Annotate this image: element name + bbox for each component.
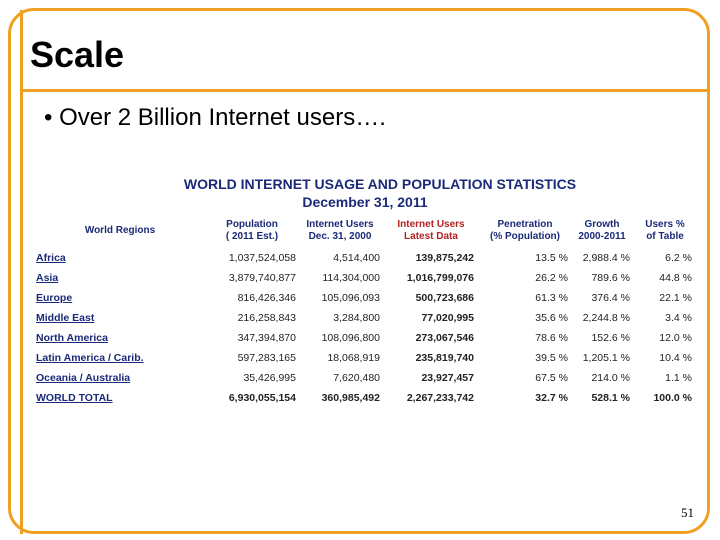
users-latest-cell: 23,927,457 bbox=[421, 372, 474, 384]
users-2000-cell: 108,096,800 bbox=[321, 332, 380, 344]
users-latest-cell: 500,723,686 bbox=[415, 292, 474, 304]
region-link[interactable]: Middle East bbox=[36, 312, 95, 324]
table-subtitle: December 31, 2011 bbox=[302, 194, 428, 210]
header-population-line2: ( 2011 Est.) bbox=[225, 231, 279, 242]
users-2000-cell: 114,304,000 bbox=[322, 272, 380, 284]
penetration-cell: 61.3 % bbox=[535, 292, 568, 304]
slide-title: Scale bbox=[30, 34, 125, 75]
penetration-cell: 39.5 % bbox=[535, 352, 568, 364]
penetration-cell: 35.6 % bbox=[535, 312, 568, 324]
growth-cell: 2,988.4 % bbox=[582, 252, 630, 264]
header-world-regions: World Regions bbox=[84, 225, 156, 236]
penetration-cell: 32.7 % bbox=[535, 392, 568, 404]
table-row bbox=[30, 372, 700, 392]
population-cell: 1,037,524,058 bbox=[228, 252, 296, 264]
users-latest-cell: 77,020,995 bbox=[421, 312, 474, 324]
region-link[interactable]: Oceania / Australia bbox=[36, 372, 131, 384]
growth-cell: 214.0 % bbox=[591, 372, 630, 384]
users-pct-cell: 10.4 % bbox=[659, 352, 692, 364]
growth-cell: 789.6 % bbox=[591, 272, 630, 284]
users-pct-cell: 3.4 % bbox=[665, 312, 692, 324]
users-2000-cell: 360,985,492 bbox=[321, 392, 380, 404]
users-2000-cell: 18,068,919 bbox=[327, 352, 380, 364]
growth-cell: 152.6 % bbox=[591, 332, 630, 344]
users-2000-cell: 105,096,093 bbox=[321, 292, 380, 304]
penetration-cell: 13.5 % bbox=[535, 252, 568, 264]
table-row bbox=[30, 272, 700, 292]
users-pct-cell: 6.2 % bbox=[665, 252, 692, 264]
bullet-point: • Over 2 Billion Internet users…. bbox=[44, 104, 386, 131]
population-cell: 816,426,346 bbox=[237, 292, 296, 304]
users-2000-cell: 7,620,480 bbox=[333, 372, 380, 384]
header-growth-line2: 2000-2011 bbox=[578, 231, 626, 242]
statistics-table bbox=[30, 162, 700, 410]
header-users-2000-line2: Dec. 31, 2000 bbox=[308, 231, 372, 242]
penetration-cell: 78.6 % bbox=[535, 332, 568, 344]
header-users-pct-line1: Users % bbox=[645, 219, 685, 230]
penetration-cell: 26.2 % bbox=[535, 272, 568, 284]
table-title: WORLD INTERNET USAGE AND POPULATION STATISTICS bbox=[183, 176, 577, 192]
growth-cell: 2,244.8 % bbox=[582, 312, 630, 324]
penetration-cell: 67.5 % bbox=[535, 372, 568, 384]
growth-cell: 376.4 % bbox=[591, 292, 630, 304]
users-pct-cell: 22.1 % bbox=[659, 292, 692, 304]
population-cell: 6,930,055,154 bbox=[228, 392, 296, 404]
header-users-2000-line1: Internet Users bbox=[306, 219, 374, 230]
population-cell: 3,879,740,877 bbox=[228, 272, 296, 284]
population-cell: 216,258,843 bbox=[237, 312, 296, 324]
table-row bbox=[30, 352, 700, 372]
population-cell: 597,283,165 bbox=[237, 352, 296, 364]
region-link[interactable]: Latin America / Carib. bbox=[36, 352, 144, 364]
page-number: 51 bbox=[681, 505, 694, 520]
table-row bbox=[30, 332, 700, 352]
header-population-line1: Population bbox=[226, 219, 278, 230]
users-latest-cell: 1,016,799,076 bbox=[406, 272, 474, 284]
header-population bbox=[212, 219, 292, 243]
growth-cell: 528.1 % bbox=[591, 392, 630, 404]
users-pct-cell: 100.0 % bbox=[653, 392, 692, 404]
users-pct-cell: 44.8 % bbox=[659, 272, 692, 284]
header-penetration-line2: (% Population) bbox=[490, 231, 560, 242]
users-latest-cell: 2,267,233,742 bbox=[406, 392, 474, 404]
header-users-pct bbox=[634, 219, 696, 243]
header-penetration bbox=[480, 219, 570, 243]
header-users-latest bbox=[386, 219, 476, 243]
region-link[interactable]: Africa bbox=[36, 252, 66, 264]
users-2000-cell: 3,284,800 bbox=[333, 312, 380, 324]
header-users-latest-line1: Internet Users bbox=[397, 219, 465, 230]
region-link[interactable]: Europe bbox=[36, 292, 73, 304]
users-2000-cell: 4,514,400 bbox=[333, 252, 380, 264]
left-rule bbox=[20, 10, 23, 534]
users-latest-cell: 235,819,740 bbox=[415, 352, 474, 364]
population-cell: 35,426,995 bbox=[243, 372, 296, 384]
region-link[interactable]: Asia bbox=[36, 272, 59, 284]
table-row bbox=[30, 312, 700, 332]
header-users-2000 bbox=[296, 219, 384, 243]
users-latest-cell: 273,067,546 bbox=[415, 332, 474, 344]
header-users-latest-line2: Latest Data bbox=[404, 231, 458, 242]
table-row bbox=[30, 292, 700, 312]
region-link[interactable]: WORLD TOTAL bbox=[36, 392, 113, 404]
table-total-row bbox=[30, 392, 700, 412]
table-row bbox=[30, 252, 700, 272]
users-pct-cell: 1.1 % bbox=[665, 372, 692, 384]
users-pct-cell: 12.0 % bbox=[659, 332, 692, 344]
header-growth-line1: Growth bbox=[584, 219, 620, 230]
population-cell: 347,394,870 bbox=[237, 332, 296, 344]
header-penetration-line1: Penetration bbox=[497, 219, 553, 230]
region-link[interactable]: North America bbox=[36, 332, 108, 344]
growth-cell: 1,205.1 % bbox=[582, 352, 630, 364]
header-users-pct-line2: of Table bbox=[646, 231, 684, 242]
users-latest-cell: 139,875,242 bbox=[415, 252, 474, 264]
header-growth bbox=[572, 219, 632, 243]
